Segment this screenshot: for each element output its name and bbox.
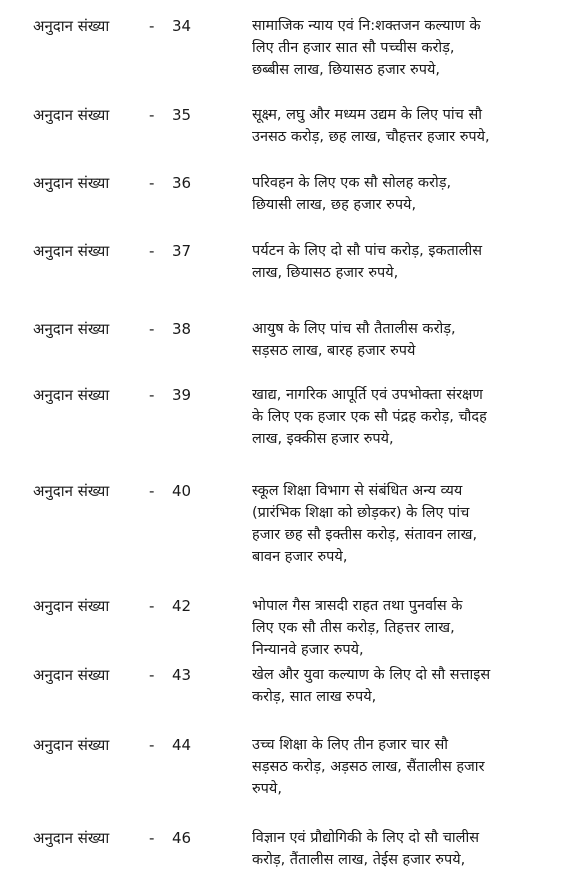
description-line: उनसठ करोड़, छह लाख, चौहत्तर हजार रुपये, [252, 129, 490, 145]
grant-number: 40 [172, 482, 192, 500]
grant-number: 38 [172, 320, 192, 338]
grant-number: 42 [172, 597, 192, 615]
description-line: के लिए एक हजार एक सौ पंद्रह करोड़, चौदह [252, 409, 487, 425]
description-line: लिए तीन हजार सात सौ पच्चीस करोड़, [252, 40, 455, 56]
grant-dash: - [149, 736, 155, 754]
description-line: सूक्ष्म, लघु और मध्यम उद्यम के लिए पांच सौ [252, 107, 483, 123]
grant-dash: - [149, 597, 155, 615]
grant-label: अनुदान संख्या [33, 320, 110, 338]
grant-label: अनुदान संख्या [33, 17, 110, 35]
grant-number: 43 [172, 666, 192, 684]
description-line: (प्रारंभिक शिक्षा को छोड़कर) के लिए पांच [252, 505, 470, 521]
grant-dash: - [149, 320, 155, 338]
grant-dash: - [149, 242, 155, 260]
grant-description [252, 734, 542, 800]
grant-label: अनुदान संख्या [33, 666, 110, 684]
grant-label: अनुदान संख्या [33, 597, 110, 615]
grant-description [252, 318, 542, 362]
grant-dash: - [149, 174, 155, 192]
grant-label: अनुदान संख्या [33, 242, 110, 260]
grant-number: 39 [172, 386, 192, 404]
description-line: परिवहन के लिए एक सौ सोलह करोड़, [252, 175, 452, 191]
description-line: उच्च शिक्षा के लिए तीन हजार चार सौ [252, 737, 449, 753]
grant-dash: - [149, 106, 155, 124]
grant-number: 34 [172, 17, 192, 35]
description-line: सामाजिक न्याय एवं नि:शक्तजन कल्याण के [252, 18, 481, 34]
description-line: करोड़, तैंतालीस लाख, तेईस हजार रुपये, [252, 852, 466, 868]
description-line: लाख, छियासठ हजार रुपये, [252, 265, 399, 281]
grant-description [252, 664, 542, 708]
grant-dash: - [149, 829, 155, 847]
grant-label: अनुदान संख्या [33, 106, 110, 124]
grant-number: 36 [172, 174, 192, 192]
description-line: हजार छह सौ इक्तीस करोड़, संतावन लाख, [252, 527, 478, 543]
description-line: विज्ञान एवं प्रौद्योगिकी के लिए दो सौ चालीस [252, 830, 480, 846]
description-line: छब्बीस लाख, छियासठ हजार रुपये, [252, 62, 440, 78]
description-line: बावन हजार रुपये, [252, 549, 348, 565]
grant-dash: - [149, 482, 155, 500]
description-line: लिए एक सौ तीस करोड़, तिहत्तर लाख, [252, 620, 455, 636]
grant-label: अनुदान संख्या [33, 482, 110, 500]
grant-label: अनुदान संख्या [33, 174, 110, 192]
grant-number: 46 [172, 829, 192, 847]
grant-dash: - [149, 386, 155, 404]
grant-label: अनुदान संख्या [33, 386, 110, 404]
grant-description [252, 595, 542, 661]
grant-number: 44 [172, 736, 192, 754]
description-line: भोपाल गैस त्रासदी राहत तथा पुनर्वास के [252, 598, 463, 614]
grant-description [252, 15, 542, 81]
grant-label: अनुदान संख्या [33, 736, 110, 754]
description-line: रुपये, [252, 781, 282, 797]
description-line: निन्यानवे हजार रुपये, [252, 642, 364, 658]
description-line: खेल और युवा कल्याण के लिए दो सौ सत्ताइस [252, 667, 491, 683]
grant-description [252, 240, 542, 284]
description-line: लाख, इक्कीस हजार रुपये, [252, 431, 394, 447]
grant-label: अनुदान संख्या [33, 829, 110, 847]
grant-dash: - [149, 17, 155, 35]
grant-description [252, 172, 542, 216]
grant-description [252, 104, 542, 148]
description-line: आयुष के लिए पांच सौ तैतालीस करोड़, [252, 321, 456, 337]
description-line: पर्यटन के लिए दो सौ पांच करोड़, इकतालीस [252, 243, 483, 259]
grant-number: 37 [172, 242, 192, 260]
grant-description [252, 480, 542, 568]
description-line: करोड़, सात लाख रुपये, [252, 689, 377, 705]
description-line: खाद्य, नागरिक आपूर्ति एवं उपभोक्ता संरक्षण [252, 387, 483, 403]
description-line: छियासी लाख, छह हजार रुपये, [252, 197, 417, 213]
description-line: सड़सठ लाख, बारह हजार रुपये [252, 343, 416, 359]
description-line: स्कूल शिक्षा विभाग से संबंधित अन्य व्यय [252, 483, 463, 499]
grant-description [252, 384, 542, 450]
grant-description [252, 827, 542, 871]
grant-dash: - [149, 666, 155, 684]
grant-number: 35 [172, 106, 192, 124]
description-line: सड़सठ करोड़, अड़सठ लाख, सैंतालीस हजार [252, 759, 485, 775]
